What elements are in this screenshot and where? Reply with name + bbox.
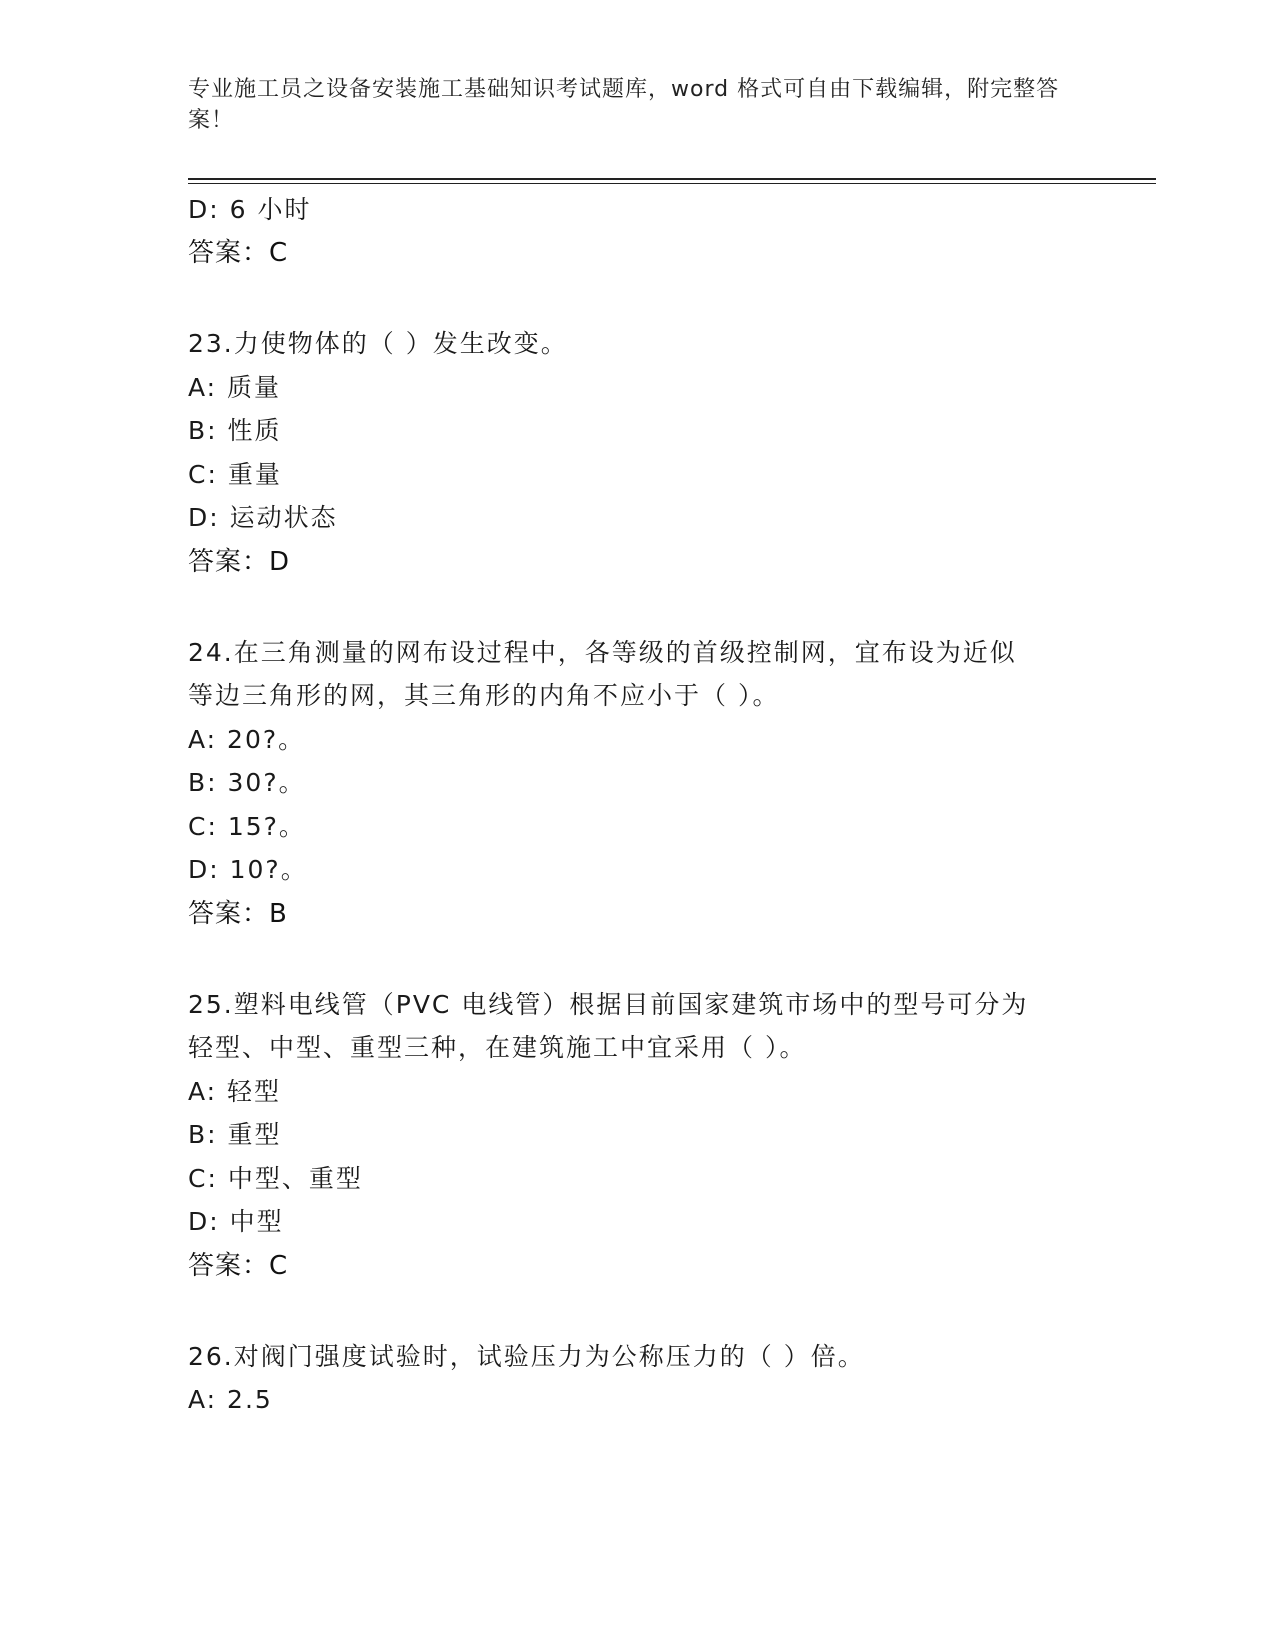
q26-question: 26.对阀门强度试验时，试验压力为公称压力的（ ）倍。	[188, 1342, 865, 1371]
q25-option-b: B: 重型	[188, 1120, 282, 1149]
q24-option-a: A: 20?。	[188, 725, 306, 754]
q25-option-c: C: 中型、重型	[188, 1164, 363, 1193]
q25-answer: 答案：C	[188, 1251, 289, 1281]
q25-question-line2: 轻型、中型、重型三种，在建筑施工中宜采用（ ）。	[188, 1033, 807, 1062]
q23-option-a: A: 质量	[188, 373, 282, 402]
q23-answer: 答案：D	[188, 547, 291, 577]
q24-answer: 答案：B	[188, 899, 288, 929]
q23-option-b: B: 性质	[188, 416, 282, 445]
document-header: 专业施工员之设备安装施工基础知识考试题库，word 格式可自由下载编辑，附完整答案！	[188, 77, 1060, 133]
q24-question-line1: 24.在三角测量的网布设过程中，各等级的首级控制网，宜布设为近似	[188, 638, 1017, 667]
q24-question-line2: 等边三角形的网，其三角形的内角不应小于（ ）。	[188, 681, 780, 710]
q26-option-a: A: 2.5	[188, 1385, 273, 1414]
q25-question-line1: 25.塑料电线管（PVC 电线管）根据目前国家建筑市场中的型号可分为	[188, 990, 1029, 1019]
q22-option-d: D: 6 小时	[188, 195, 312, 224]
q23-question: 23.力使物体的（ ）发生改变。	[188, 329, 568, 358]
q23-option-d: D: 运动状态	[188, 503, 338, 532]
header-divider-thin	[188, 183, 1156, 184]
q24-option-b: B: 30?。	[188, 768, 306, 797]
q23-option-c: C: 重量	[188, 460, 282, 489]
q25-option-a: A: 轻型	[188, 1077, 282, 1106]
header-divider-thick	[188, 178, 1156, 180]
q25-option-d: D: 中型	[188, 1207, 284, 1236]
q24-option-d: D: 10?。	[188, 855, 308, 884]
q24-option-c: C: 15?。	[188, 812, 306, 841]
q22-answer: 答案：C	[188, 238, 289, 268]
